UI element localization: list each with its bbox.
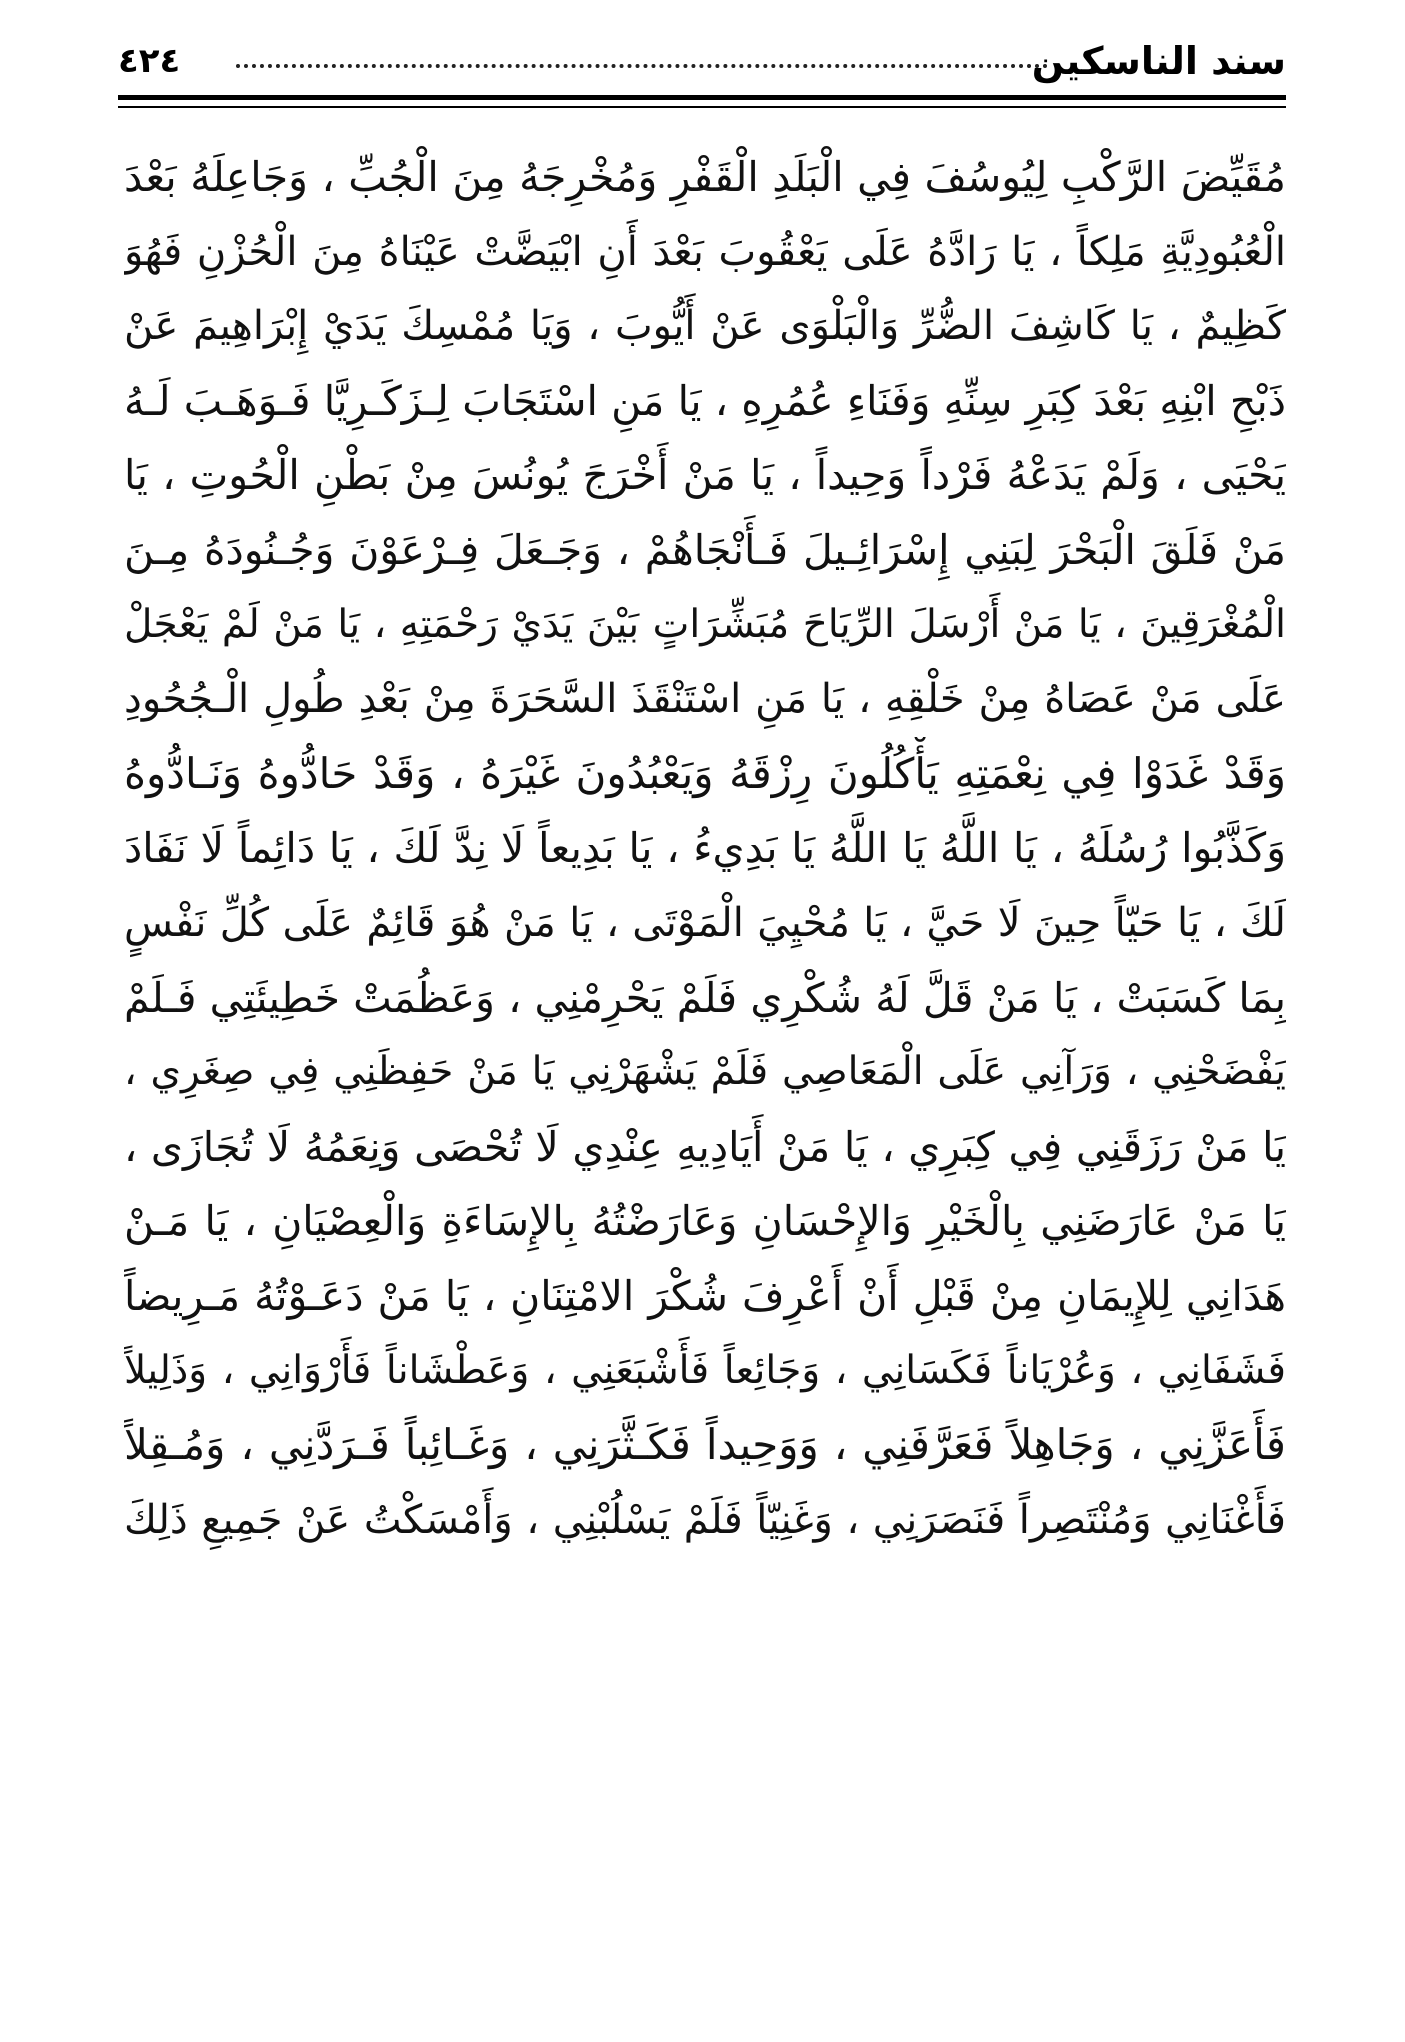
text-line: الْعُبُودِيَّةِ مَلِكاً ، يَا رَادَّهُ عَلَى يَعْقُوبَ بَعْدَ أَنِ ابْيَضَّتْ عَيْنَاهُ مِنَ الْحُزْنِ فَهُوَ <box>124 228 1286 275</box>
dot-leader <box>236 64 1048 68</box>
text-line: ذَبْحِ ابْنِهِ بَعْدَ كِبَرِ سِنِّهِ وَفَنَاءِ عُمُرِهِ ، يَا مَنِ اسْتَجَابَ لِـزَكَـرِيَّا فَـوَهَـبَ لَـهُ <box>124 376 1286 425</box>
page-number: ٤٢٤ <box>118 41 181 81</box>
text-line: عَلَى مَنْ عَصَاهُ مِنْ خَلْقِهِ ، يَا مَنِ اسْتَنْقَذَ السَّحَرَةَ مِنْ بَعْدِ طُولِ الْـجُحُودِ <box>124 676 1286 723</box>
text-line: هَدَانِي لِلإِيمَانِ مِنْ قَبْلِ أَنْ أَعْرِفَ شُكْرَ الامْتِنَانِ ، يَا مَنْ دَعَـوْتُهُ مَـرِيضاً <box>124 1271 1286 1320</box>
text-line: لَكَ ، يَا حَيّاً حِينَ لَا حَيَّ ، يَا مُحْيِيَ الْمَوْتَى ، يَا مَنْ هُوَ قَائِمٌ عَلَى كُلِّ نَفْسٍ <box>124 899 1286 946</box>
text-line: يَا مَنْ رَزَقَنِي فِي كِبَرِي ، يَا مَنْ أَيَادِيهِ عِنْدِي لَا تُحْصَى وَنِعَمُهُ لَا تُجَازَى ، <box>124 1122 1286 1171</box>
text-line: بِمَا كَسَبَتْ ، يَا مَنْ قَلَّ لَهُ شُكْرِي فَلَمْ يَحْرِمْنِي ، وَعَظُمَتْ خَطِيئَتِي فَـلَمْ <box>124 973 1286 1022</box>
text-line: فَشَفَانِي ، وَعُرْيَاناً فَكَسَانِي ، وَجَائِعاً فَأَشْبَعَنِي ، وَعَطْشَاناً فَأَرْوَانِي ، وَذَلِيلاً <box>124 1347 1286 1393</box>
text-line: الْمُغْرَقِينَ ، يَا مَنْ أَرْسَلَ الرِّيَاحَ مُبَشِّرَاتٍ بَيْنَ يَدَيْ رَحْمَتِهِ ، يَا مَنْ لَمْ يَعْجَلْ <box>124 601 1286 647</box>
header-rule-thin <box>118 106 1286 108</box>
text-line: يَفْضَحْنِي ، وَرَآنِي عَلَى الْمَعَاصِي فَلَمْ يَشْهَرْنِي يَا مَنْ حَفِظَنِي فِي صِغَرِي ، <box>124 1049 1286 1095</box>
body-text <box>124 140 1286 1557</box>
text-line: كَظِيمٌ ، يَا كَاشِفَ الضُّرِّ وَالْبَلْوَى عَنْ أَيُّوبَ ، وَيَا مُمْسِكَ يَدَيْ إِبْرَاهِيمَ عَنْ <box>124 303 1286 350</box>
text-line: وَكَذَّبُوا رُسُلَهُ ، يَا اللَّهُ يَا اللَّهُ يَا بَدِيءُ ، يَا بَدِيعاً لَا نِدَّ لَكَ ، يَا دَائِماً لَا نَفَادَ <box>124 824 1286 873</box>
header-rule-thick <box>118 95 1286 100</box>
text-line: فَأَغْنَانِي وَمُنْتَصِراً فَنَصَرَنِي ، وَغَنِيّاً فَلَمْ يَسْلُبْنِي ، وَأَمْسَكْتُ عَنْ جَمِيعِ ذَلِكَ <box>124 1496 1286 1543</box>
text-line: يَحْيَى ، وَلَمْ يَدَعْهُ فَرْداً وَحِيداً ، يَا مَنْ أَخْرَجَ يُونُسَ مِنْ بَطْنِ الْحُوتِ ، يَا <box>124 451 1286 500</box>
text-line: يَا مَنْ عَارَضَنِي بِالْخَيْرِ وَالإِحْسَانِ وَعَارَضْتُهُ بِالإِسَاءَةِ وَالْعِصْيَانِ ، يَا مَـنْ <box>124 1197 1286 1246</box>
text-line: مَنْ فَلَقَ الْبَحْرَ لِبَنِي إِسْرَائِـيلَ فَـأَنْجَاهُمْ ، وَجَـعَلَ فِـرْعَوْنَ وَجُـنُودَهُ مِـنَ <box>124 525 1286 574</box>
book-title: سند الناسكين <box>1031 39 1286 83</box>
text-line: وَقَدْ غَدَوْا فِي نِعْمَتِهِ يَأْكُلُونَ رِزْقَهُ وَيَعْبُدُونَ غَيْرَهُ ، وَقَدْ حَادُّوهُ وَنَـادُّوهُ <box>124 748 1286 798</box>
text-line: فَأَعَزَّنِي ، وَجَاهِلاً فَعَرَّفَنِي ، وَوَحِيداً فَكَـثَّرَنِي ، وَغَـائِباً فَـرَدَّنِي ، وَمُـقِلاً <box>124 1420 1286 1470</box>
text-line: مُقَيِّضَ الرَّكْبِ لِيُوسُفَ فِي الْبَلَدِ الْقَفْرِ وَمُخْرِجَهُ مِنَ الْجُبِّ ، وَجَاعِلَهُ بَعْدَ <box>124 153 1286 201</box>
running-header <box>118 34 1286 90</box>
